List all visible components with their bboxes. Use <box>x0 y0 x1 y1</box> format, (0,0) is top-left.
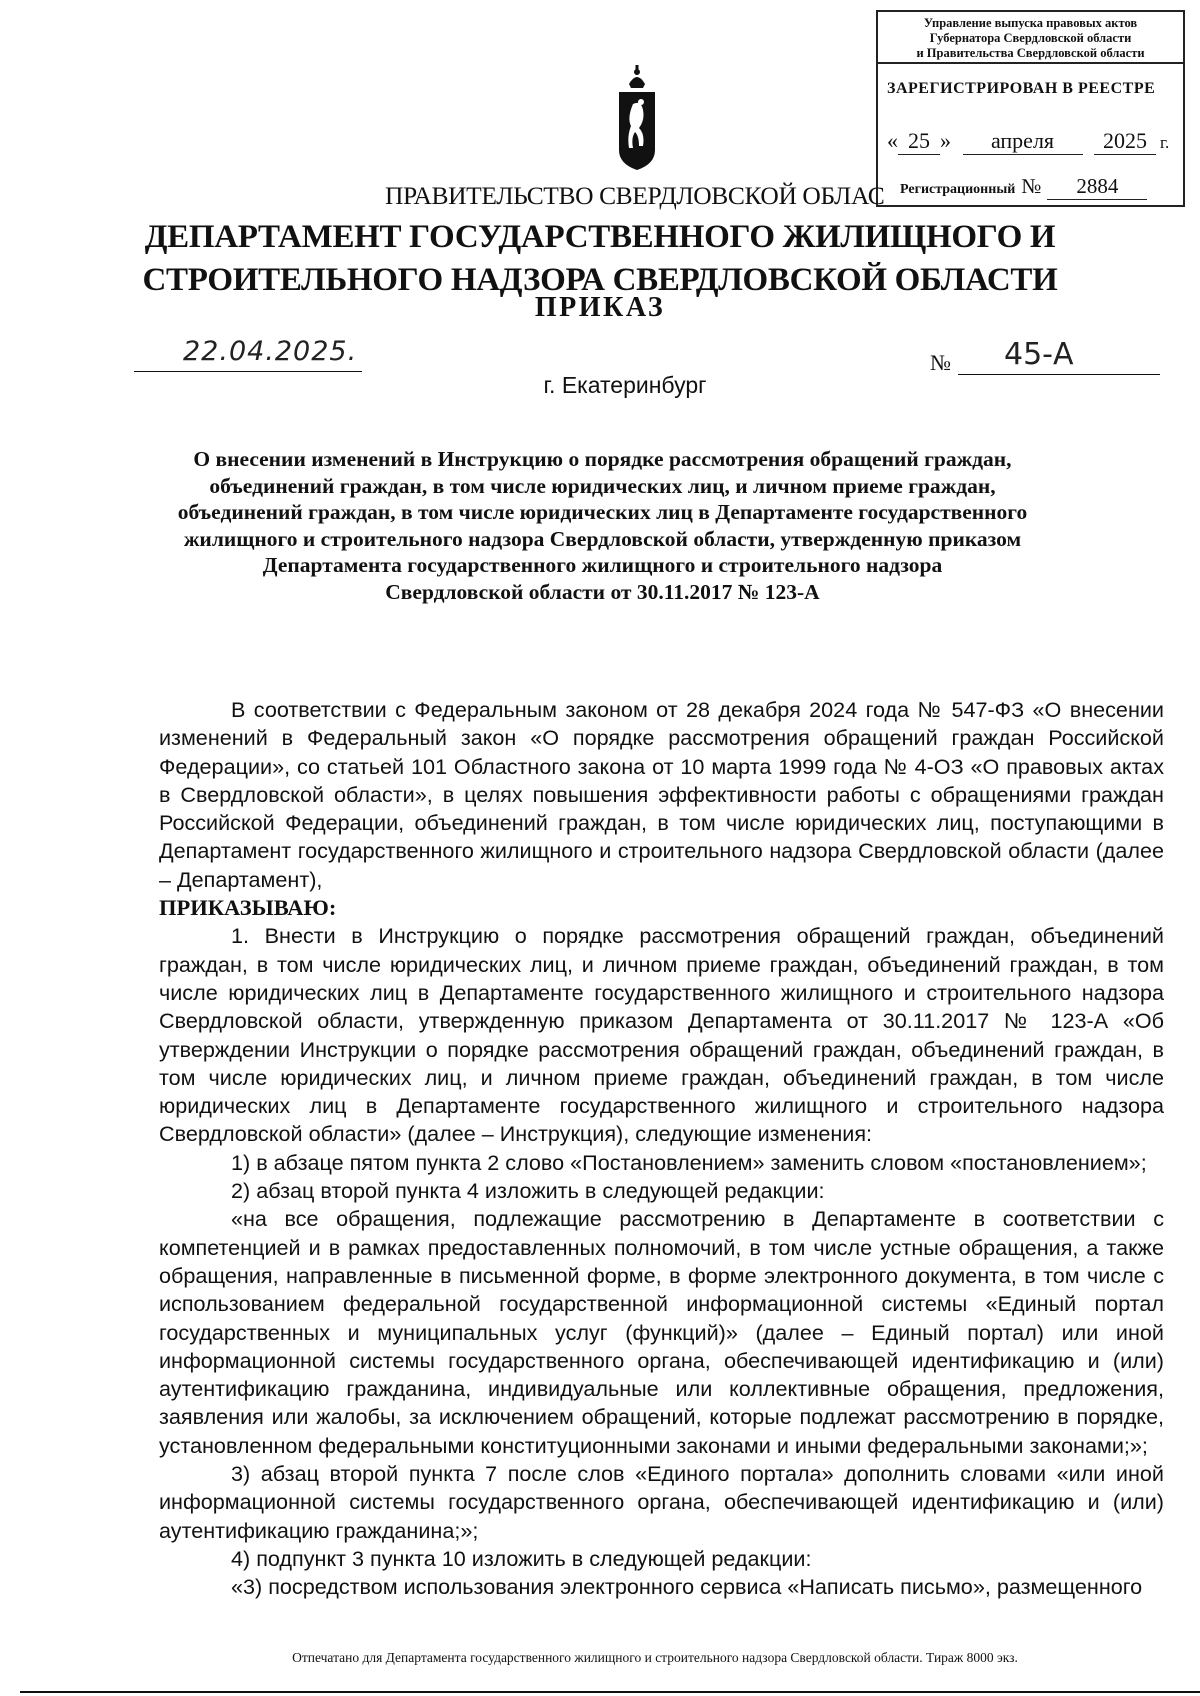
department-name-line: СТРОИТЕЛЬНОГО НАДЗОРА СВЕРДЛОВСКОЙ ОБЛАСТИ <box>142 262 1058 298</box>
coat-of-arms-emblem <box>615 62 659 172</box>
handwritten-order-number: 45-А <box>1004 337 1074 372</box>
stamp-header-line: и Правительства Свердловской области <box>916 46 1145 60</box>
bottom-rule <box>20 1691 1200 1693</box>
title-line: объединений граждан, в том числе юридических лиц в Департаменте государственного <box>177 500 1028 524</box>
subitem-4-paragraph: 4) подпункт 3 пункта 10 изложить в следующей редакции: <box>231 1545 812 1571</box>
title-line: О внесении изменений в Инструкцию о порядке рассмотрения обращений граждан, <box>193 447 1012 471</box>
handwritten-date: 22.04.2025. <box>183 336 358 367</box>
stamp-month: апреля <box>963 128 1083 155</box>
title-line: Департамента государственного жилищного и строительного надзора <box>262 553 943 577</box>
stamp-quote-close: » <box>940 128 951 153</box>
stamp-header-line: Губернатора Свердловской области <box>929 31 1132 45</box>
city: г. Екатеринбург <box>543 372 707 398</box>
subitem-2-paragraph: 2) абзац второй пункта 4 изложить в следующей редакции: <box>231 1178 825 1204</box>
document-type: ПРИКАЗ <box>534 292 666 323</box>
order-word: ПРИКАЗЫВАЮ: <box>159 895 337 921</box>
document-body <box>159 696 1164 1602</box>
stamp-header <box>878 12 1183 64</box>
stamp-number-sign: № <box>1021 174 1042 198</box>
stamp-reg-number: 2884 <box>1047 174 1147 200</box>
stamp-year-suffix: г. <box>1160 133 1170 152</box>
subitem-4-text: «3) посредством использования электронного сервиса «Написать письмо», размещенного <box>231 1574 1143 1600</box>
stamp-day: 25 <box>898 128 940 155</box>
order-number-sign: № <box>930 350 951 375</box>
government-name: ПРАВИТЕЛЬСТВО СВЕРДЛОВСКОЙ ОБЛАС <box>385 181 885 210</box>
preamble-paragraph: В соответствии с Федеральным законом от 28 декабря 2024 года № 547-ФЗ «О внесении изменений в Федеральный закон «О порядке рассмотрения обращений граждан Российской Федерации», со статьей 101 Областного закона от 10 марта 1999 года № 4-ОЗ «О правовых актах в Свердловской области», в целях повышения эффективности работы с обращениями граждан Российской Федерации, объединений граждан, в том числе юридических лиц, поступающими в Департамент государственного жилищного и строительного надзора Свердловской области (далее – Департамент), <box>159 697 1164 892</box>
stamp-quote-open: « <box>887 128 898 153</box>
stamp-reg-number-label: Регистрационный <box>900 182 1016 197</box>
item-1-paragraph: 1. Внести в Инструкцию о порядке рассмотрения обращений граждан, объединений граждан, в том числе юридических лиц, и личном приеме граждан, объединений граждан, в том числе юридических лиц в Департаменте государственного жилищного и строительного надзора Свердловской области, утвержденную приказом Департамента от 30.11.2017 № 123-А «Об утверждении Инструкции о порядке рассмотрения обращений граждан, объединений граждан, в том числе юридических лиц, и личном приеме граждан, объединений граждан, в том числе юридических лиц в Департаменте государственного жилищного и строительного надзора Свердловской области» (далее – Инструкция), следующие изменения: <box>159 923 1164 1147</box>
stamp-number-row <box>900 174 1147 200</box>
department-name <box>0 216 1200 302</box>
subitem-1-paragraph: 1) в абзаце пятом пункта 2 слово «Постановлением» заменить словом «постановлением»; <box>231 1149 1147 1175</box>
registration-stamp <box>876 10 1185 207</box>
title-line: объединений граждан, в том числе юридических лиц, и личном приеме граждан, <box>209 473 996 498</box>
stamp-year: 2025 <box>1094 128 1156 155</box>
stamp-header-line: Управление выпуска правовых актов <box>923 16 1138 30</box>
subitem-3-paragraph: 3) абзац второй пункта 7 после слов «Единого портала» дополнить словами «или иной информационной системы государственного органа, обеспечивающей идентификацию и (или) аутентификацию гражданина;»; <box>159 1461 1164 1543</box>
department-name-line: ДЕПАРТАМЕНТ ГОСУДАРСТВЕННОГО ЖИЛИЩНОГО И <box>144 219 1056 255</box>
print-footer: Отпечатано для Департамента государственного жилищного и строительного надзора Свердловской области. Тираж 8000 экз. <box>292 1650 1018 1665</box>
stamp-registered-label: ЗАРЕГИСТРИРОВАН В РЕЕСТРЕ <box>887 80 1156 97</box>
title-line: Свердловской области от 30.11.2017 № 123-А <box>385 579 820 604</box>
document-title <box>160 446 1045 605</box>
title-line: жилищного и строительного надзора Свердловской области, утвержденную приказом <box>183 526 1022 551</box>
stamp-date <box>887 128 1169 155</box>
subitem-2-text: «на все обращения, подлежащие рассмотрению в Департаменте в соответствии с компетенцией и в рамках предоставленных полномочий, в том числе устные обращения, а также обращения, направленные в письменной форме, в форме электронного документа, в том числе с использованием федеральной государственной информационной системы «Единый портал государственных и муниципальных услуг (функций)» (далее – Единый портал) или иной информационной системы государственного органа, обеспечивающей идентификацию и (или) аутентификацию гражданина, индивидуальные или коллективные обращения, предложения, заявления или жалобы, за исключением обращений, которые подлежат рассмотрению в порядке, установленном федеральными конституционными законами и иными федеральными законами;»; <box>159 1206 1164 1458</box>
